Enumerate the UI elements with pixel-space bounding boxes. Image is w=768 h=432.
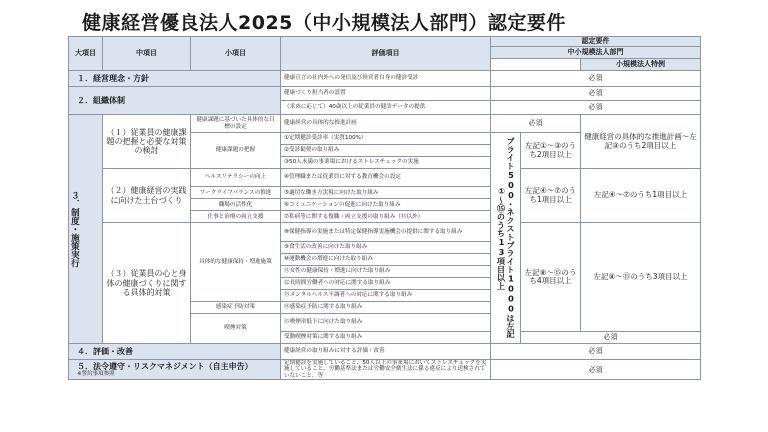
small-item-2: 健康課題の把握: [191, 133, 281, 169]
section-3: [69, 115, 103, 344]
small-item-8: 感染症予防対策: [191, 301, 281, 313]
header-eval-item: 評価項目: [281, 37, 491, 71]
section-3-label: ３．制度・施策実行: [69, 190, 80, 268]
small-item-4: ワークライフバランスの推進: [191, 187, 281, 199]
eval-item-2: ①定期健診受診率（実質100%）: [281, 133, 491, 145]
bright-requirement-text: ブライト500・ネクストブライト1000は左記①〜⑮のうち13項目以上: [496, 137, 516, 339]
section-2: ２．組織体制: [69, 87, 281, 115]
special-requirement-2: 左記④〜⑦のうち1項目以上: [581, 169, 701, 223]
mid-item-1: （１）従業員の健康課題の把握と必要な対策の検討: [103, 115, 191, 169]
eval-item-7: ⑥コミュニケーションの促進に向けた取り組み: [281, 199, 491, 211]
eval-item-4: ③50人未満の事業場におけるストレスチェックの実施: [281, 157, 491, 169]
section-5-note: ※誓約事項参照: [77, 371, 115, 378]
eval-item-16: ⑮喫煙率低下に向けた取り組み: [281, 313, 491, 331]
header-requirement: 認定要件: [491, 37, 701, 47]
row-2b-item: （求めに応じて）40歳以上の従業員の健診データの提供: [281, 101, 491, 115]
small-item-1: 健康課題に基づいた具体的な目標の設定: [191, 115, 281, 133]
section-1: １．経営理念・方針: [69, 71, 281, 87]
eval-item-14: ⑬メンタルヘルス不調者への対応に関する取り組み: [281, 289, 491, 301]
eval-item-13: ⑫長時間労働者への対応に関する取り組み: [281, 277, 491, 289]
eval-item-10: ⑨食生活の改善に向けた取り組み: [281, 241, 491, 253]
special-requirement-1: 健康経営の具体的な推進計画〜左記③のうち2項目以上: [581, 115, 701, 169]
eval-item-9: ⑧保健指導の実施または特定保健指導実施機会の提供に関する取り組み: [281, 223, 491, 241]
section-5: [69, 360, 281, 380]
small-item-7: 具体的な健康保持・増進施策: [191, 223, 281, 301]
mid-item-3: （３）従業員の心と身体の健康づくりに関する具体的対策: [103, 223, 191, 344]
small-item-3: ヘルスリテラシーの向上: [191, 169, 281, 187]
header-requirement-special: 小規模法人特例: [581, 59, 701, 71]
dept-requirement-a: 左記①〜③のうち2項目以上: [521, 133, 581, 169]
row-2b-requirement: 必須: [491, 101, 701, 115]
special-requirement-3: 左記⑧〜⑮のうち3項目以上: [581, 223, 701, 332]
eval-item-17: 受動喫煙対策に関する取り組み: [281, 332, 491, 344]
eval-item-1-requirement: 必須: [491, 115, 581, 133]
eval-item-6: ⑤適切な働き方実現に向けた取り組み: [281, 187, 491, 199]
eval-item-12: ⑪女性の健康保持・増進に向けた取り組み: [281, 265, 491, 277]
row-4-requirement: 必須: [491, 344, 701, 360]
requirements-table: [68, 36, 701, 380]
bright-requirement: [491, 133, 521, 344]
eval-item-5: ④管理職または従業員に対する教育機会の設定: [281, 169, 491, 187]
row-2a-item: 健康づくり担当者の設置: [281, 87, 491, 101]
dept-requirement-c: 左記⑧〜⑮のうち4項目以上: [521, 223, 581, 332]
header-mid-item: 中項目: [103, 37, 191, 71]
small-item-6: 仕事と治療の両立支援: [191, 211, 281, 223]
row-1-item: 健康宣言の社内外への発信及び経営者自身の健診受診: [281, 71, 491, 87]
header-blank: [491, 59, 581, 71]
eval-item-3: ②受診勧奨の取り組み: [281, 145, 491, 157]
eval-item-8: ⑦私病等に関する復職・両立支援の取り組み（⑬以外）: [281, 211, 491, 223]
eval-item-11: ⑩運動機会の増進に向けた取り組み: [281, 253, 491, 265]
row-4-item: 健康経営の取り組みに対する評価・改善: [281, 344, 491, 360]
header-small-item: 小項目: [191, 37, 281, 71]
eval-item-1: 健康経営の具体的な推進計画: [281, 115, 491, 133]
row-2a-requirement: 必須: [491, 87, 701, 101]
header-requirement-dept: 中小規模法人部門: [491, 47, 701, 59]
small-item-9: 喫煙対策: [191, 313, 281, 343]
row-1-requirement: 必須: [491, 71, 701, 87]
row-5-requirement: 必須: [491, 360, 701, 380]
page-title: 健康経営優良法人2025（中小規模法人部門）認定要件: [82, 12, 566, 34]
row-5-item: 定期健診を実施していること、50人以上の事業場においてストレスチェックを実施していること、労働基準法または労働安全衛生法に係る違反により送検されていないこと、等: [281, 360, 491, 380]
small-item-5: 職場の活性化: [191, 199, 281, 211]
eval-item-17-requirement: 必須: [521, 332, 701, 344]
eval-item-15: ⑭感染症予防に関する取り組み: [281, 301, 491, 313]
header-large-item: 大項目: [69, 37, 103, 71]
mid-item-2: （２）健康経営の実践に向けた土台づくり: [103, 169, 191, 223]
section-4: ４．評価・改善: [69, 344, 281, 360]
dept-requirement-b: 左記④〜⑦のうち1項目以上: [521, 169, 581, 223]
section-5-label: ５．法令遵守・リスクマネジメント（自主申告）: [77, 361, 253, 371]
